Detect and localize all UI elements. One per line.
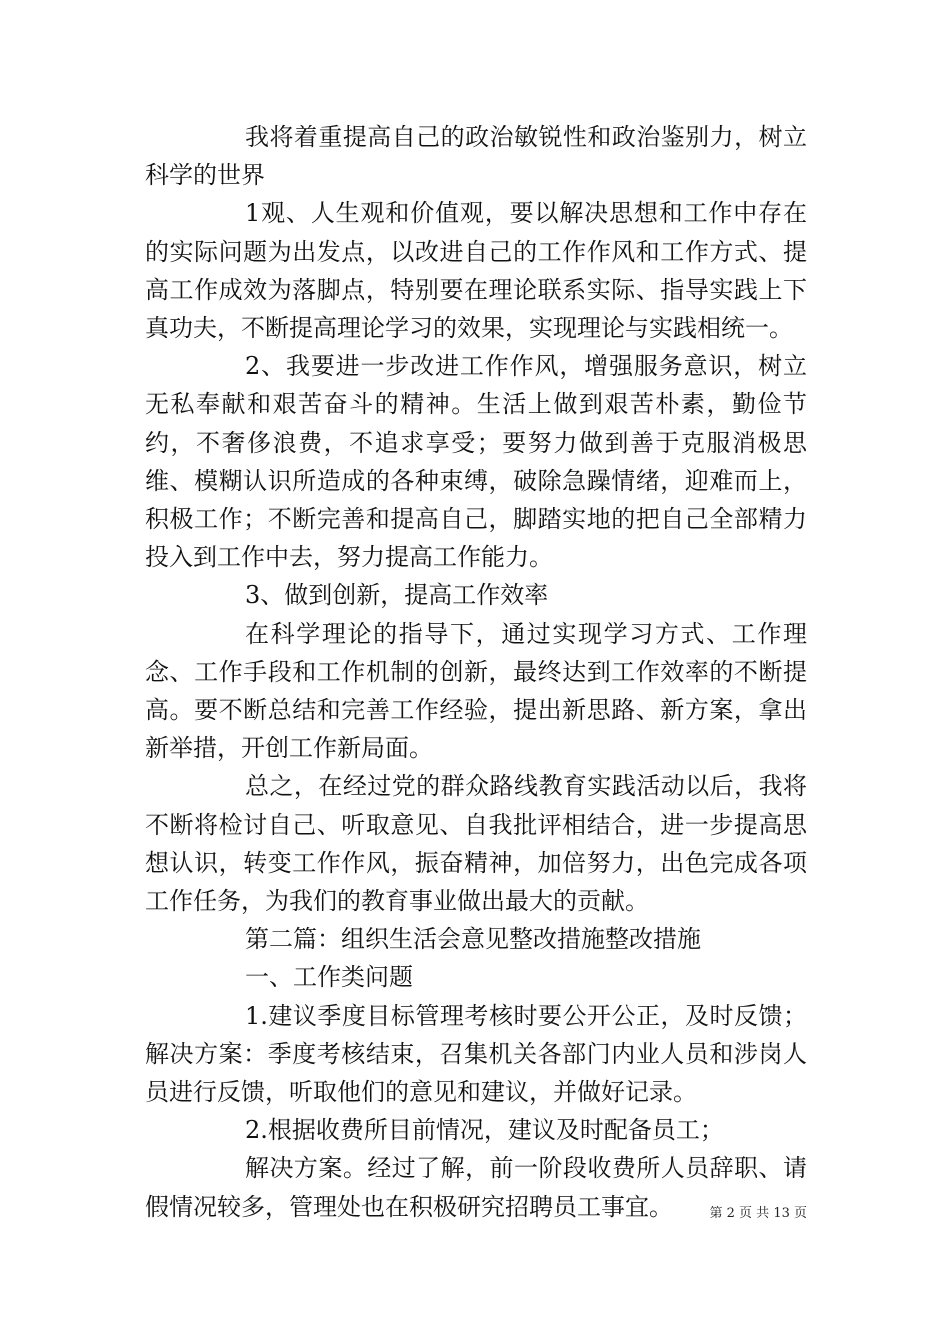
paragraph-5: 在科学理论的指导下，通过实现学习方式、工作理念、工作手段和工作机制的创新，最终达到工作效率的不断提高。要不断总结和完善工作经验，提出新思路、新方案，拿出新举措，开创工作新局面。 bbox=[145, 619, 807, 763]
paragraph-9: 1.建议季度目标管理考核时要公开公正，及时反馈；解决方案：季度考核结束，召集机关各部门内业人员和涉岗人员进行反馈，听取他们的意见和建议，并做好记录。 bbox=[145, 1001, 807, 1107]
subsection-heading: 一、工作类问题 bbox=[245, 963, 413, 992]
paragraph-1: 我将着重提高自己的政治敏锐性和政治鉴别力，树立科学的世界 bbox=[145, 123, 807, 190]
document-body bbox=[145, 118, 807, 1226]
page-number: 第 2 页 共 13 页 bbox=[709, 1206, 807, 1221]
paragraph-2: 1观、人生观和价值观，要以解决思想和工作中存在的实际问题为出发点，以改进自己的工作作风和工作方式、提高工作成效为落脚点，特别要在理论联系实际、指导实践上下真功夫，不断提高理论学习的效果，实现理论与实践相统一。 bbox=[145, 199, 807, 343]
paragraph-6: 总之，在经过党的群众路线教育实践活动以后，我将不断将检讨自己、听取意见、自我批评相结合，进一步提高思想认识，转变工作作风，振奋精神，加倍努力，出色完成各项工作任务，为我们的教育事业做出最大的贡献。 bbox=[145, 772, 807, 916]
paragraph-3: 2、我要进一步改进工作作风，增强服务意识，树立无私奉献和艰苦奋斗的精神。生活上做到艰苦朴素，勤俭节约，不奢侈浪费，不追求享受；要努力做到善于克服消极思维、模糊认识所造成的各种束缚，破除急躁情绪，迎难而上，积极工作；不断完善和提高自己，脚踏实地的把自己全部精力投入到工作中去，努力提高工作能力。 bbox=[145, 352, 807, 572]
section-heading: 第二篇：组织生活会意见整改措施整改措施 bbox=[245, 925, 701, 954]
paragraph-10: 2.根据收费所目前情况，建议及时配备员工； bbox=[245, 1116, 724, 1145]
paragraph-11: 解决方案。经过了解，前一阶段收费所人员辞职、请假情况较多，管理处也在积极研究招聘员工事宜。 bbox=[145, 1154, 807, 1221]
paragraph-4: 3、做到创新，提高工作效率 bbox=[245, 581, 549, 610]
